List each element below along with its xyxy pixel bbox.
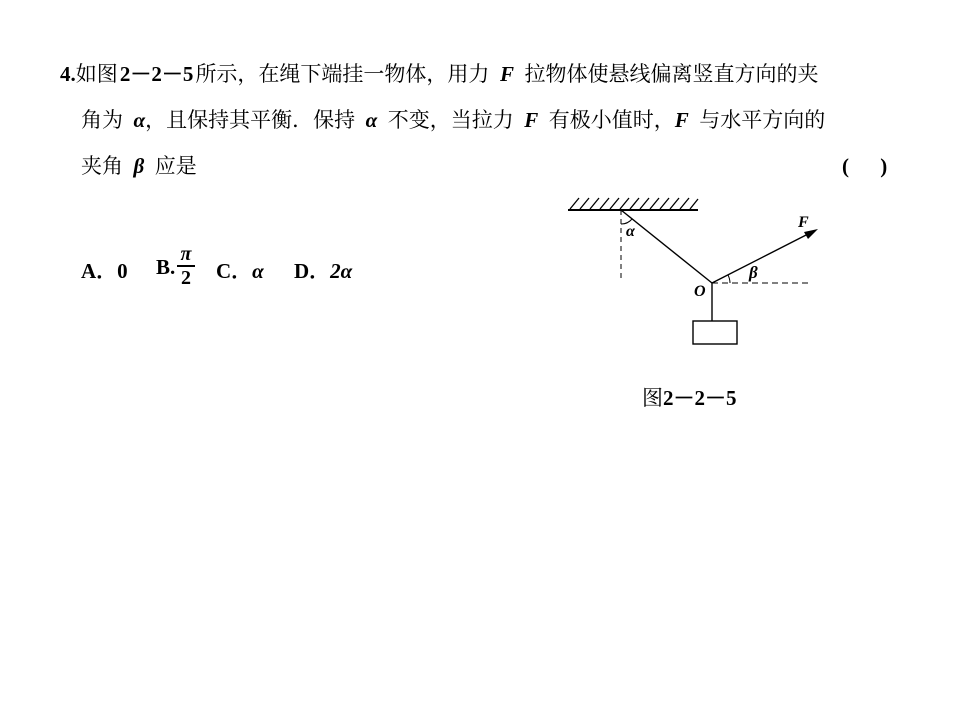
beta-angle-arc xyxy=(728,275,730,283)
option-c: C．α xyxy=(216,259,264,283)
option-b-fraction xyxy=(177,244,195,288)
force-symbol: F xyxy=(499,62,514,86)
alpha-symbol: α xyxy=(365,108,378,132)
alpha-symbol: α xyxy=(133,108,146,132)
beta-symbol: β xyxy=(133,154,145,178)
hanging-block xyxy=(693,321,737,344)
force-arrow xyxy=(712,232,812,283)
answer-parentheses: ( ) xyxy=(842,154,888,178)
figure-caption: 图2－2－5 xyxy=(642,386,737,410)
question-number: 4. xyxy=(60,62,76,86)
force-symbol: F xyxy=(674,108,689,132)
ceiling-hatch xyxy=(568,198,698,210)
force-label: F xyxy=(798,214,809,231)
option-d: D．2α xyxy=(294,259,353,283)
question-line-1: 4.如图 2－2－5 所示，在绳下端挂一物体，用力 F 拉物体使悬线偏离竖直方向的夹 xyxy=(60,62,819,86)
option-a: A．0 xyxy=(81,259,128,283)
fraction-numerator: π xyxy=(180,243,192,265)
force-symbol: F xyxy=(524,108,539,132)
option-b-label: B. xyxy=(156,255,176,279)
figure-reference: 2－2－5 xyxy=(119,62,194,86)
alpha-label: α xyxy=(626,223,635,240)
beta-label: β xyxy=(749,263,758,282)
question-line-2: 角为 α，且保持其平衡．保持 α 不变，当拉力 F 有极小值时，F 与水平方向的 xyxy=(81,108,826,132)
point-o-label: O xyxy=(694,283,706,300)
physics-figure xyxy=(560,190,840,360)
suspension-string xyxy=(621,210,712,283)
fraction-denominator: 2 xyxy=(181,267,191,289)
question-line-3: 夹角 β 应是 xyxy=(81,154,197,178)
